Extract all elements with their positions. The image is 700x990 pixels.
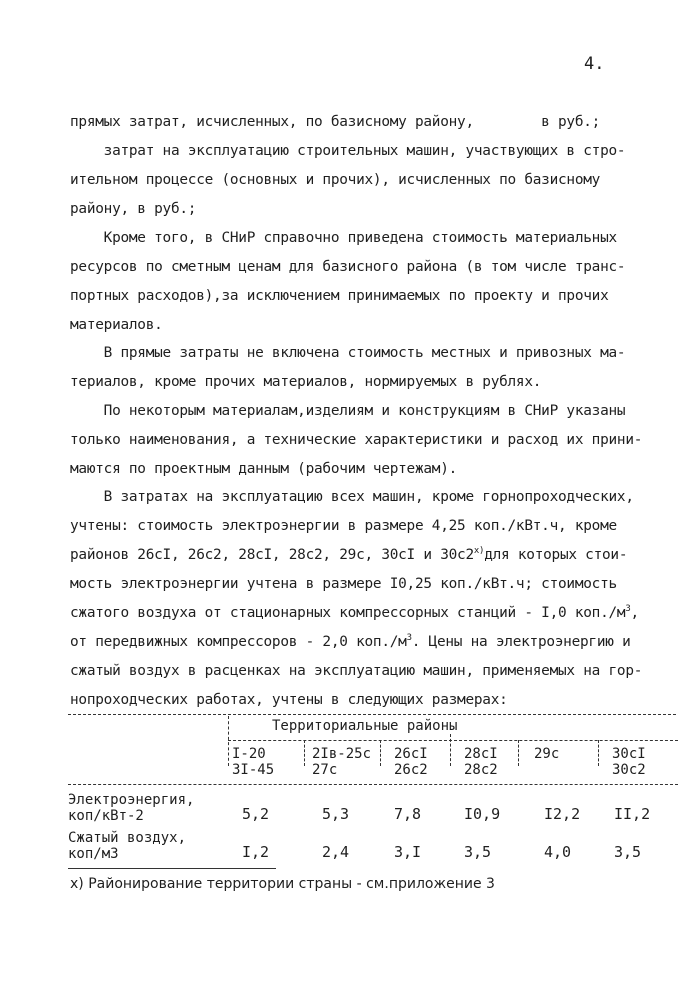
text-line: району, в руб.; [70, 201, 197, 217]
text-line: нопроходческих работах, учтены в следующих размерах: [70, 692, 508, 708]
column-header [394, 746, 428, 778]
text-fragment: . Цены на электроэнергию и [411, 634, 631, 650]
column-header [464, 746, 498, 778]
row-label-line: коп/кВт-2 [68, 808, 144, 824]
column-header-line: 26сI [394, 746, 428, 762]
superscript: 3 [406, 633, 412, 644]
text-line [70, 628, 670, 657]
superscript: 3 [625, 604, 631, 615]
column-header-line: 2Iв-25с [312, 746, 372, 762]
footnote-rule [68, 868, 276, 869]
column-header-line: 28с2 [464, 762, 498, 778]
table-cell: 5,3 [322, 805, 350, 823]
text-line: ресурсов по сметным ценам для базисного района (в том числе транс- [70, 259, 626, 275]
column-header [232, 746, 274, 778]
footnote-marker: х) [473, 546, 485, 557]
text-line: териалов, кроме прочих материалов, нормируемых в рублях. [70, 374, 542, 390]
row-label-line: коп/м3 [68, 846, 119, 862]
column-header-line: 30сI [612, 746, 646, 762]
table-cell: 3,I [394, 843, 422, 861]
text-line: портных расходов),за исключением принимаемых по проекту и прочих [70, 288, 609, 304]
text-line: сжатый воздух в расценках на эксплуатацию машин, применяемых на гор- [70, 663, 643, 679]
column-header [312, 746, 371, 778]
page-number: 4. [584, 54, 605, 74]
table-cell: 5,2 [242, 805, 270, 823]
text-line: ительном процессе (основных и прочих), исчисленных по базисному [70, 172, 601, 188]
table-cell: I2,2 [544, 805, 581, 823]
paragraph-5 [70, 483, 670, 715]
text-line: затрат на эксплуатацию строительных машин, участвующих в стро- [70, 143, 626, 159]
text-line: только наименования, а технические характеристики и расход их прини- [70, 432, 643, 448]
paragraph-3 [70, 339, 670, 397]
header-bottom-rule [68, 784, 678, 785]
row-label [68, 792, 194, 824]
text-line: В затратах на эксплуатацию всех машин, кроме горнопроходческих, [70, 489, 634, 505]
paragraph-1 [70, 108, 670, 224]
column-header [534, 746, 559, 762]
table-cell: 3,5 [464, 843, 492, 861]
text-line [70, 599, 670, 628]
text-line: маются по проектным данным (рабочим чертежам). [70, 461, 458, 477]
column-separator [450, 734, 451, 766]
text-fragment: сжатого воздуха от стационарных компрессорных станций - I,0 коп./м [70, 605, 626, 621]
table-cell: I0,9 [464, 805, 501, 823]
table-header-title: Территориальные районы [272, 718, 458, 734]
column-separator [380, 740, 381, 766]
column-separator [228, 716, 229, 766]
table-cell: 3,5 [614, 843, 642, 861]
table-top-rule [68, 714, 676, 715]
text-line: По некоторым материалам,изделиям и конструкциям в СНиР указаны [70, 403, 626, 419]
header-rule [228, 740, 678, 741]
text-line: материалов. [70, 317, 163, 333]
text-line [70, 541, 670, 570]
paragraph-4 [70, 397, 670, 484]
column-header-line: 30с2 [612, 762, 646, 778]
text-line: мость электроэнергии учтена в размере I0,25 коп./кВт.ч; стоимость [70, 576, 617, 592]
text-line: учтены: стоимость электроэнергии в размере 4,25 коп./кВт.ч, кроме [70, 518, 617, 534]
column-separator [598, 740, 599, 766]
text-fragment: от передвижных компрессоров - 2,0 коп./м [70, 634, 407, 650]
text-fragment: , [630, 605, 639, 621]
table-cell: 2,4 [322, 843, 350, 861]
table-cell: 7,8 [394, 805, 422, 823]
table-cell: I,2 [242, 843, 270, 861]
table-cell: 4,0 [544, 843, 572, 861]
footnote: х) Районирование территории страны - см.приложение 3 [70, 876, 495, 892]
column-header-line: I-20 [232, 746, 266, 762]
text-line: прямых затрат, исчисленных, по базисному району, в руб.; [70, 114, 601, 130]
column-header [612, 746, 646, 778]
column-header-line: 28сI [464, 746, 498, 762]
row-label-line: Электроэнергия, [68, 792, 195, 808]
paragraph-2 [70, 224, 670, 340]
text-line: В прямые затраты не включена стоимость местных и привозных ма- [70, 345, 626, 361]
column-header-line: 29с [534, 746, 560, 762]
text-line: Кроме того, в СНиР справочно приведена стоимость материальных [70, 230, 617, 246]
text-fragment: районов 26сI, 26с2, 28сI, 28с2, 29с, 30сI и 30с2 [70, 547, 474, 563]
row-label-line: Сжатый воздух, [68, 830, 187, 846]
column-separator [304, 740, 305, 766]
row-label [68, 830, 186, 862]
column-header-line: 3I-45 [232, 762, 275, 778]
column-header-line: 26с2 [394, 762, 428, 778]
table-cell: II,2 [614, 805, 651, 823]
column-separator [518, 740, 519, 766]
text-fragment: для которых стои- [484, 547, 628, 563]
column-header-line: 27с [312, 762, 338, 778]
